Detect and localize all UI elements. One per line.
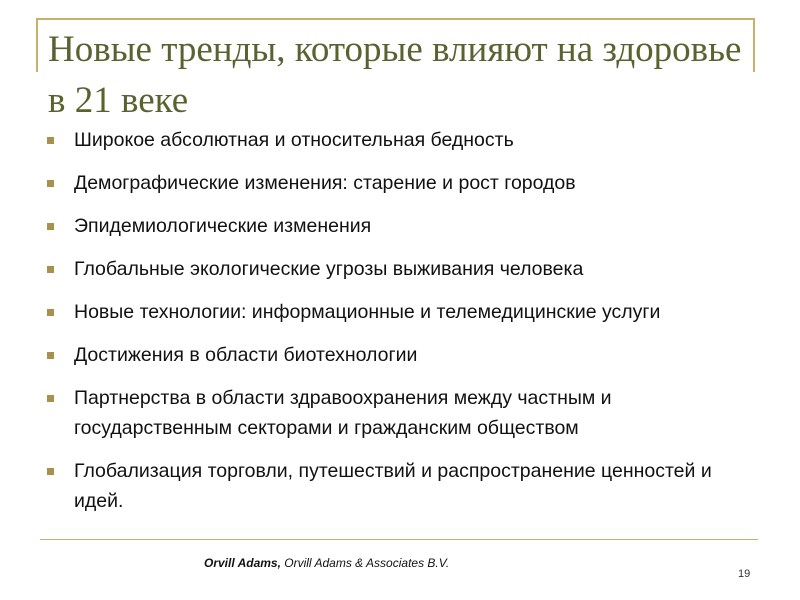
title-frame-left-line <box>36 18 38 72</box>
square-bullet-icon <box>47 395 54 402</box>
bullet-item <box>46 456 766 516</box>
bullet-item <box>46 297 766 327</box>
square-bullet-icon <box>47 266 54 273</box>
bullet-item <box>46 340 766 370</box>
footer-attribution <box>204 556 449 570</box>
bullet-item <box>46 254 766 284</box>
square-bullet-icon <box>47 180 54 187</box>
square-bullet-icon <box>47 468 54 475</box>
title-frame-top-line <box>36 18 754 20</box>
bullet-item <box>46 211 766 241</box>
bullet-list <box>46 125 766 516</box>
page-number: 19 <box>738 568 751 580</box>
bullet-text: Глобализация торговли, путешествий и распространение ценностей и идей. <box>74 460 712 512</box>
bullet-text: Демографические изменения: старение и рост городов <box>74 172 576 194</box>
title-frame-right-line <box>753 18 755 72</box>
slide-title: Новые тренды, которые влияют на здоровье в 21 веке <box>48 29 742 121</box>
footer-author-name: Orvill Adams, <box>204 556 281 570</box>
footer-organization: Orvill Adams & Associates B.V. <box>280 556 450 570</box>
bullet-text: Новые технологии: информационные и телемедицинские услуги <box>74 301 661 323</box>
bullet-item <box>46 168 766 198</box>
bullet-text: Глобальные экологические угрозы выживания человека <box>74 258 584 280</box>
bullet-text: Эпидемиологические изменения <box>74 215 372 237</box>
bullet-text: Достижения в области биотехнологии <box>74 344 418 366</box>
bullet-item <box>46 125 766 155</box>
square-bullet-icon <box>47 352 54 359</box>
bullet-item <box>46 383 766 443</box>
square-bullet-icon <box>47 223 54 230</box>
square-bullet-icon <box>47 309 54 316</box>
bullet-text: Широкое абсолютная и относительная бедность <box>74 129 514 151</box>
bullet-text: Партнерства в области здравоохранения между частным и государственным секторами и гражданским обществом <box>74 387 612 439</box>
footer-divider <box>40 539 758 540</box>
square-bullet-icon <box>47 137 54 144</box>
